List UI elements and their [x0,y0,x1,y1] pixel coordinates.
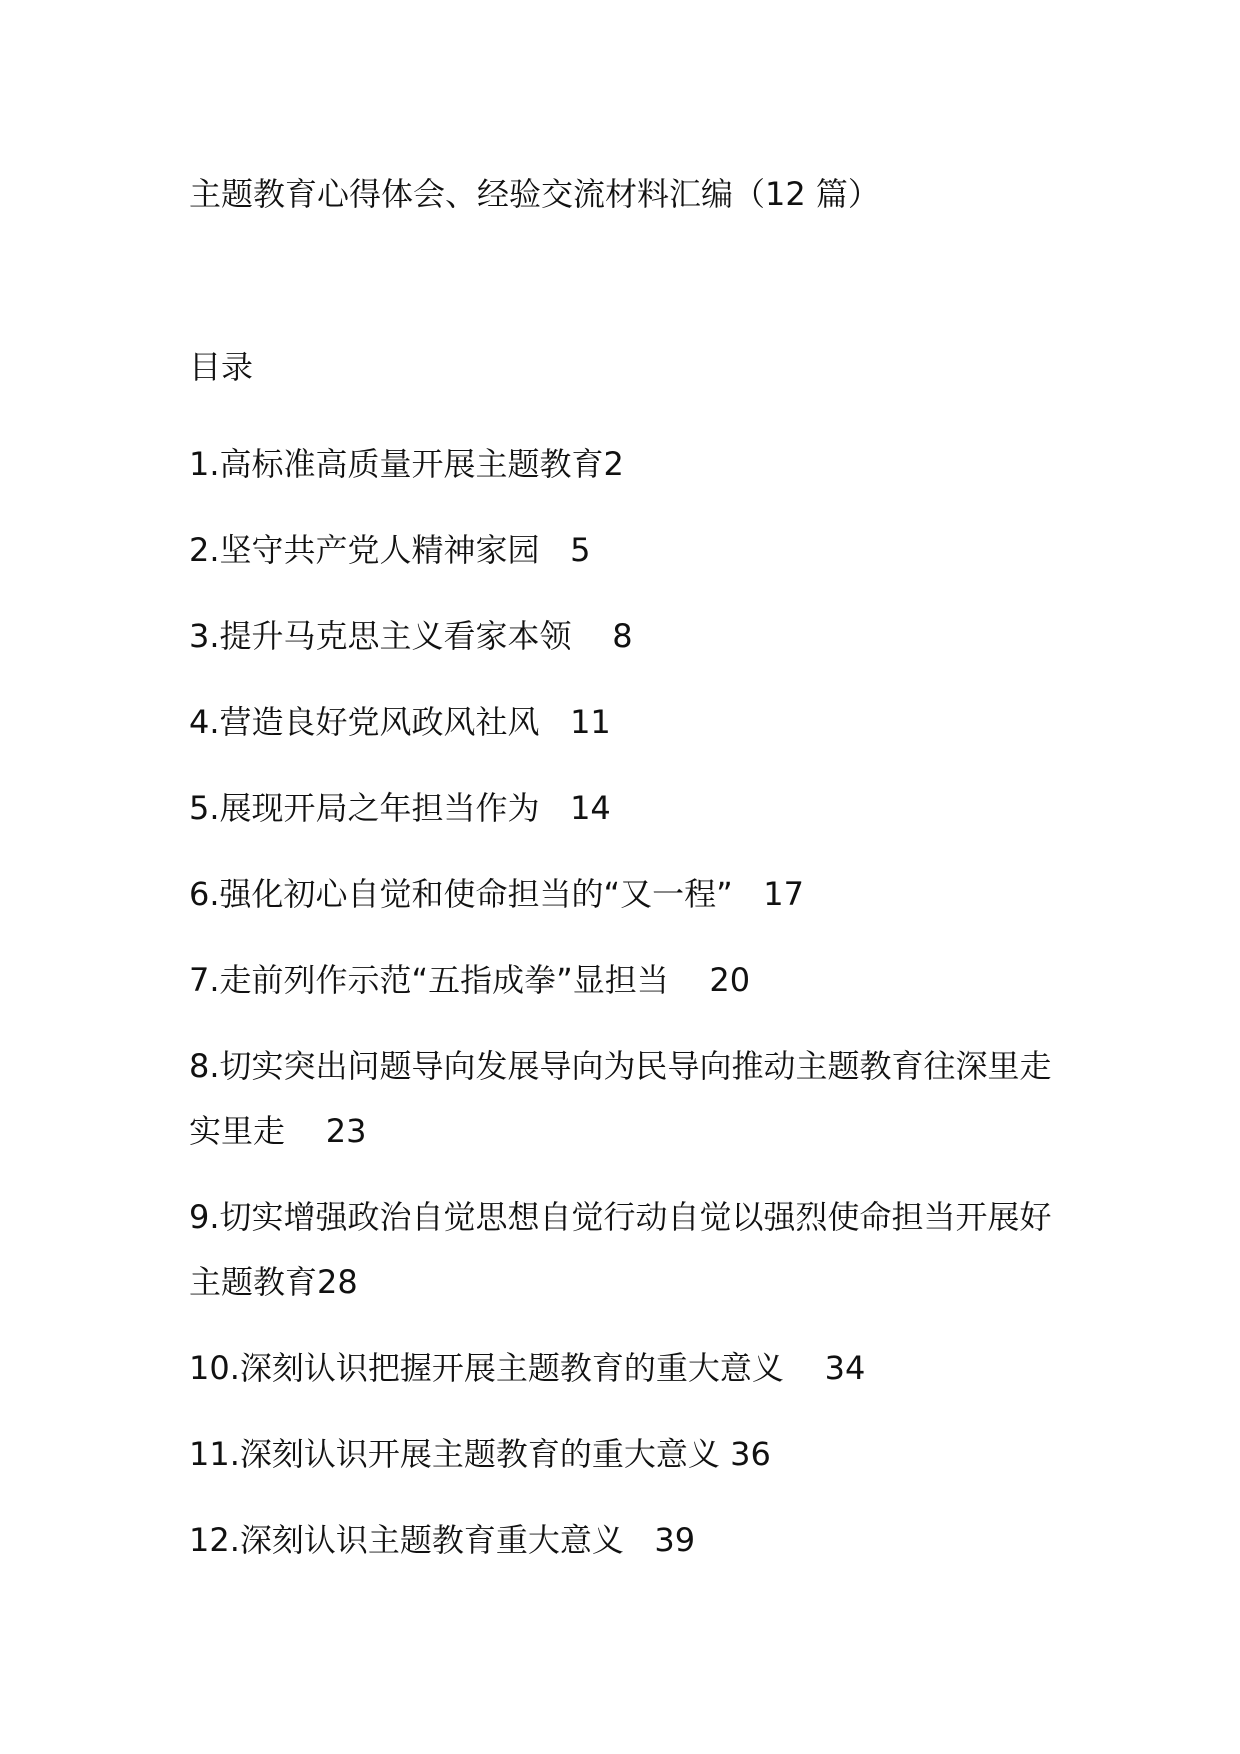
toc-entry-separator [669,961,710,999]
toc-entry-separator [540,789,571,827]
document-page [189,0,1069,1754]
toc-entry[interactable] [189,690,1069,755]
toc-entry-page-number: 11 [570,703,611,741]
toc-entry[interactable] [189,776,1069,841]
toc-entry-title: 10.深刻认识把握开展主题教育的重大意义 [189,1349,784,1387]
toc-entry-title: 4.营造良好党风政风社风 [189,703,540,741]
toc-entry[interactable] [189,862,1069,927]
toc-entry-page-number: 14 [570,789,611,827]
toc-entry-page-number: 36 [730,1435,771,1473]
toc-entry-page-number: 39 [654,1521,696,1559]
toc-entry[interactable] [189,1034,1069,1164]
toc-entry-separator [572,617,613,655]
toc-entry-separator [285,1112,326,1150]
toc-entry-page-number: 34 [824,1349,866,1387]
toc-entry[interactable] [189,604,1069,669]
toc-entry-separator [540,531,571,569]
toc-entry[interactable] [189,1508,1069,1573]
table-of-contents [189,432,1069,1594]
toc-entry-title: 12.深刻认识主题教育重大意义 [189,1521,624,1559]
toc-entry-separator [720,1435,730,1473]
toc-entry-title: 2.坚守共产党人精神家园 [189,531,540,569]
toc-entry[interactable] [189,1336,1069,1401]
toc-entry-title: 3.提升马克思主义看家本领 [189,617,572,655]
toc-entry-separator [624,1521,655,1559]
toc-heading: 目录 [189,348,254,386]
toc-entry[interactable] [189,1185,1069,1315]
toc-entry-separator [784,1349,825,1387]
toc-entry-title: 5.展现开局之年担当作为 [189,789,540,827]
toc-entry[interactable] [189,518,1069,583]
toc-entry[interactable] [189,432,1069,497]
document-title: 主题教育心得体会、经验交流材料汇编（12 篇） [189,175,880,213]
toc-entry-title: 11.深刻认识开展主题教育的重大意义 [189,1435,720,1473]
toc-entry-separator [540,703,571,741]
toc-entry-title: 9.切实增强政治自觉思想自觉行动自觉以强烈使命担当开展好主题教育 [189,1198,1052,1301]
toc-entry-page-number: 17 [763,875,804,913]
toc-entry-title: 6.强化初心自觉和使命担当的“又一程” [189,875,733,913]
toc-entry-title: 1.高标准高质量开展主题教育 [189,445,604,483]
toc-entry-page-number: 2 [603,445,624,483]
toc-entry[interactable] [189,1422,1069,1487]
toc-entry[interactable] [189,948,1069,1013]
toc-entry-page-number: 23 [325,1112,367,1150]
toc-entry-title: 8.切实突出问题导向发展导向为民导向推动主题教育往深里走实里走 [189,1047,1052,1150]
toc-entry-page-number: 28 [317,1263,358,1301]
toc-entry-page-number: 20 [709,961,751,999]
toc-entry-title: 7.走前列作示范“五指成拳”显担当 [189,961,669,999]
toc-entry-page-number: 5 [570,531,591,569]
toc-entry-separator [733,875,764,913]
toc-entry-page-number: 8 [612,617,633,655]
